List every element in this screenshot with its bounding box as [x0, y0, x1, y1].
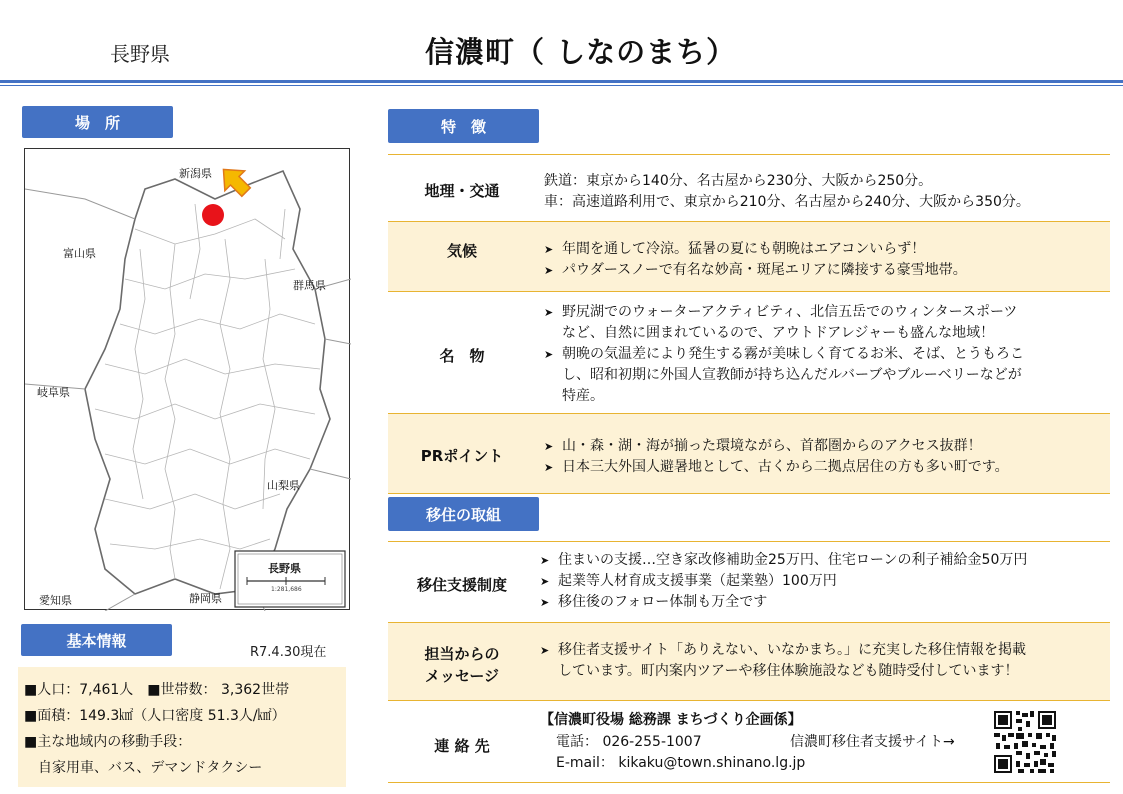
location-map — [24, 148, 350, 610]
row-label-contact: 連 絡 先 — [434, 737, 490, 755]
message-cont: しています。町内案内ツアーや移住体験施設なども随時受付しています！ — [558, 663, 1019, 679]
row-label-geography: 地理・交通 — [424, 182, 500, 200]
header-rule-thin — [0, 85, 1123, 86]
row-support — [388, 542, 1110, 622]
climate-bullet: ➤ パウダースノーで有名な妙高・斑尾エリアに隣接する豪雪地帯。 — [542, 260, 967, 281]
message-text — [538, 640, 1026, 682]
specialty-text — [542, 302, 1024, 407]
row-pr — [388, 414, 1110, 493]
geography-line: 鉄道：東京から140分、名古屋から230分、大阪から250分。 — [544, 173, 933, 189]
label-toyama: 富山県 — [63, 247, 96, 260]
contact-office: 【信濃町役場 総務課 まちづくり企画係】 — [540, 712, 802, 728]
pr-text — [542, 436, 1009, 478]
label-gifu: 岐阜県 — [37, 386, 70, 399]
population-line: ■人口：7,461人 ■世帯数： 3,362世帯 — [24, 682, 290, 698]
inset-title: 長野県 — [268, 562, 301, 575]
label-shizuoka: 静岡県 — [189, 592, 222, 605]
message-bullet: ➤ 移住者支援サイト「ありえない、いなかまち。」に充実した移住情報を掲載 — [538, 640, 1026, 661]
area-line: ■面積：149.3㎢（人口密度 51.3人/㎢） — [24, 708, 286, 724]
support-bullet: ➤ 移住後のフォロー体制も万全です — [538, 592, 1027, 613]
label-gunma: 群馬県 — [293, 279, 326, 292]
climate-text — [542, 239, 967, 281]
section-tag-migration: 移住の取組 — [388, 497, 539, 531]
row-contact — [388, 701, 1110, 782]
support-bullet: ➤ 住まいの支援…空き家改修補助金25万円、住宅ローンの利子補給金50万円 — [538, 550, 1027, 571]
town-location-marker — [202, 204, 224, 226]
prefecture-name: 長野県 — [110, 42, 170, 66]
message-label-2: メッセージ — [424, 667, 500, 685]
contact-phone: 電話： 026-255-1007 — [556, 734, 702, 750]
nagano-outline — [85, 171, 330, 594]
specialty-cont: し、昭和初期に外国人宣教師が持ち込んだルバーブやブルーベリーなどが — [562, 367, 1022, 383]
row-label-pr: PRポイント — [420, 447, 504, 465]
qr-code[interactable] — [992, 709, 1058, 775]
label-niigata: 新潟県 — [179, 167, 212, 180]
transport-title: ■主な地域内の移動手段： — [24, 734, 192, 750]
specialty-bullet: ➤ 朝晩の気温差により発生する霧が美味しく育てるお米、そば、とうもろこ — [542, 344, 1024, 365]
section-tag-basic: 基本情報 — [21, 624, 172, 656]
climate-bullet: ➤ 年間を通して冷涼。猛暑の夏にも朝晩はエアコンいらず！ — [542, 239, 967, 260]
section-tag-location: 場 所 — [22, 106, 173, 138]
support-text — [538, 550, 1027, 613]
row-label-support: 移住支援制度 — [416, 576, 507, 594]
row-label-specialty: 名 物 — [439, 347, 485, 365]
basic-info-box — [18, 667, 346, 787]
nagano-map-svg — [25, 149, 351, 611]
geography-text — [544, 171, 1030, 213]
label-aichi: 愛知県 — [39, 594, 72, 607]
label-yamanashi: 山梨県 — [267, 479, 300, 492]
as-of-date: R7.4.30現在 — [250, 645, 327, 660]
transport-value: 自家用車、バス、デマンドタクシー — [38, 760, 263, 776]
geography-line: 車：高速道路利用で、東京から210分、名古屋から240分、大阪から350分。 — [544, 194, 1030, 210]
page-title: 信濃町（ しなのまち） — [425, 35, 737, 69]
row-geography — [388, 155, 1110, 221]
specialty-cont: など、自然に囲まれているので、アウトドアレジャーも盛んな地域！ — [562, 325, 995, 341]
pr-bullet: ➤ 山・森・湖・海が揃った環境ながら、首都圏からのアクセス抜群！ — [542, 436, 1009, 457]
row-label-message — [388, 643, 536, 687]
row-divider — [388, 782, 1110, 783]
support-bullet: ➤ 起業等人材育成支援事業（起業塾）100万円 — [538, 571, 1027, 592]
message-label-1: 担当からの — [424, 645, 500, 663]
header-rule — [0, 80, 1123, 83]
row-divider — [388, 493, 1110, 494]
contact-site-link[interactable]: 信濃町移住者支援サイト→ — [790, 734, 955, 750]
row-label-climate: 気候 — [446, 242, 477, 260]
row-message — [388, 623, 1110, 700]
row-climate — [388, 222, 1110, 291]
row-specialty — [388, 292, 1110, 413]
contact-email[interactable]: E-mail： kikaku@town.shinano.lg.jp — [556, 755, 806, 771]
specialty-cont: 特産。 — [562, 388, 604, 404]
pr-bullet: ➤ 日本三大外国人避暑地として、古くから二拠点居住の方も多い町です。 — [542, 457, 1009, 478]
inset-scale: 1:281,686 — [271, 586, 302, 593]
specialty-bullet: ➤ 野尻湖でのウォーターアクティビティ、北信五岳でのウィンタースポーツ — [542, 302, 1024, 323]
section-tag-features: 特 徴 — [388, 109, 539, 143]
